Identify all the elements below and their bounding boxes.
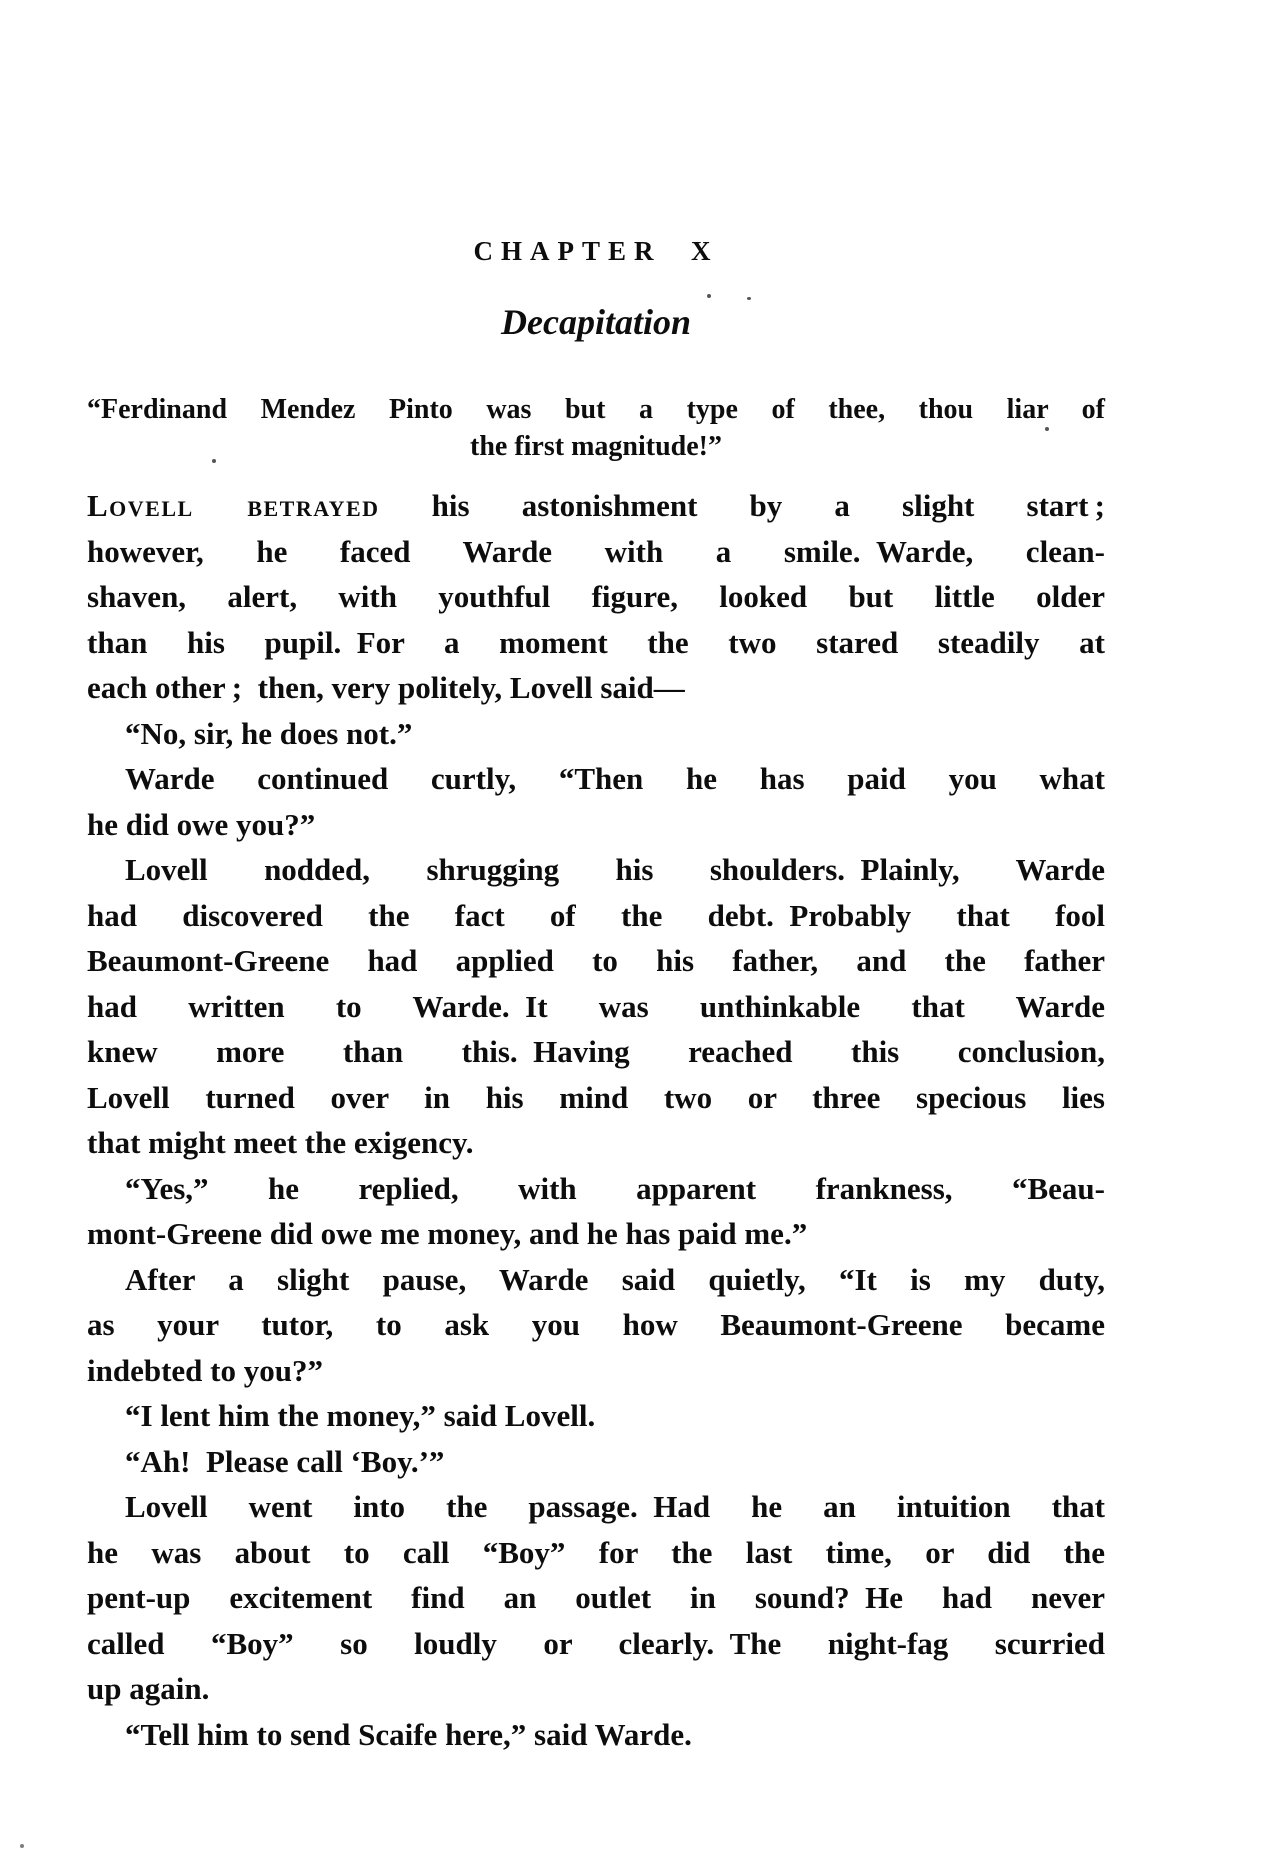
chapter-heading: CHAPTER X bbox=[473, 236, 719, 266]
text-line: as your tutor, to ask you how Beaumont-Greene became bbox=[87, 1307, 1105, 1342]
paragraph bbox=[87, 1712, 1105, 1758]
text-line: Lovell nodded, shrugging his shoulders. Plainly, Warde bbox=[125, 852, 1105, 887]
text-line: pent-up excitement find an outlet in sound? He had never bbox=[87, 1580, 1105, 1615]
text-line: indebted to you?” bbox=[87, 1352, 323, 1388]
text-line: Lovell betrayed his astonishment by a slight start ; bbox=[87, 488, 1106, 523]
text-line: he was about to call “Boy” for the last time, or did the bbox=[87, 1534, 1105, 1570]
text-line: “Ah! Please call ‘Boy.’” bbox=[125, 1443, 445, 1479]
text-line: knew more than this. Having reached this conclusion, bbox=[87, 1034, 1105, 1069]
paragraph bbox=[87, 711, 1105, 757]
scan-speck bbox=[747, 297, 751, 300]
smallcaps-lead: Lovell betrayed bbox=[87, 488, 380, 523]
text-line: had written to Warde. It was unthinkable that Warde bbox=[87, 988, 1105, 1024]
paragraph bbox=[87, 756, 1105, 847]
epigraph bbox=[87, 391, 1105, 465]
paragraph bbox=[87, 1257, 1105, 1394]
paragraph bbox=[87, 1393, 1105, 1439]
scan-speck bbox=[1045, 427, 1049, 431]
scan-speck bbox=[707, 294, 711, 298]
text-line: called “Boy” so loudly or clearly. The night-fag scurried bbox=[87, 1625, 1105, 1661]
text-line: he did owe you?” bbox=[87, 806, 316, 842]
text-line: mont-Greene did owe me money, and he has paid me.” bbox=[87, 1216, 808, 1251]
text-line: “Yes,” he replied, with apparent frankness, “Beau- bbox=[125, 1170, 1105, 1206]
scan-speck bbox=[212, 459, 216, 463]
epigraph-line-2: the first magnitude!” bbox=[470, 431, 722, 462]
text-line: “I lent him the money,” said Lovell. bbox=[125, 1398, 596, 1433]
paragraph bbox=[87, 1166, 1105, 1257]
text-line: had discovered the fact of the debt. Probably that fool bbox=[87, 897, 1105, 933]
text-line: “Tell him to send Scaife here,” said Warde. bbox=[125, 1716, 692, 1752]
text-line: however, he faced Warde with a smile. Warde, clean- bbox=[87, 533, 1105, 569]
text-line: Lovell went into the passage. Had he an intuition that bbox=[125, 1489, 1105, 1524]
paragraph bbox=[87, 1439, 1105, 1485]
text-line: than his pupil. For a moment the two stared steadily at bbox=[87, 624, 1105, 660]
text-line: Warde continued curtly, “Then he has paid you what bbox=[125, 761, 1105, 796]
text-line: that might meet the exigency. bbox=[87, 1125, 474, 1160]
body-text bbox=[87, 483, 1105, 1757]
chapter-title: Decapitation bbox=[501, 302, 691, 342]
text-line: “No, sir, he does not.” bbox=[125, 715, 413, 751]
text-line: Beaumont-Greene had applied to his father, and the father bbox=[87, 943, 1105, 978]
paragraph bbox=[87, 483, 1105, 711]
text-line: shaven, alert, with youthful figure, looked but little older bbox=[87, 579, 1105, 614]
text-line: Lovell turned over in his mind two or three specious lies bbox=[87, 1079, 1105, 1115]
text-line: up again. bbox=[87, 1671, 210, 1706]
paragraph bbox=[87, 847, 1105, 1166]
text-line: each other ; then, very politely, Lovell said— bbox=[87, 670, 685, 705]
scan-speck bbox=[20, 1844, 24, 1848]
text-line: After a slight pause, Warde said quietly, “It is my duty, bbox=[125, 1261, 1105, 1297]
paragraph bbox=[87, 1484, 1105, 1712]
epigraph-line-1: “Ferdinand Mendez Pinto was but a type of thee, thou liar of bbox=[87, 394, 1105, 425]
